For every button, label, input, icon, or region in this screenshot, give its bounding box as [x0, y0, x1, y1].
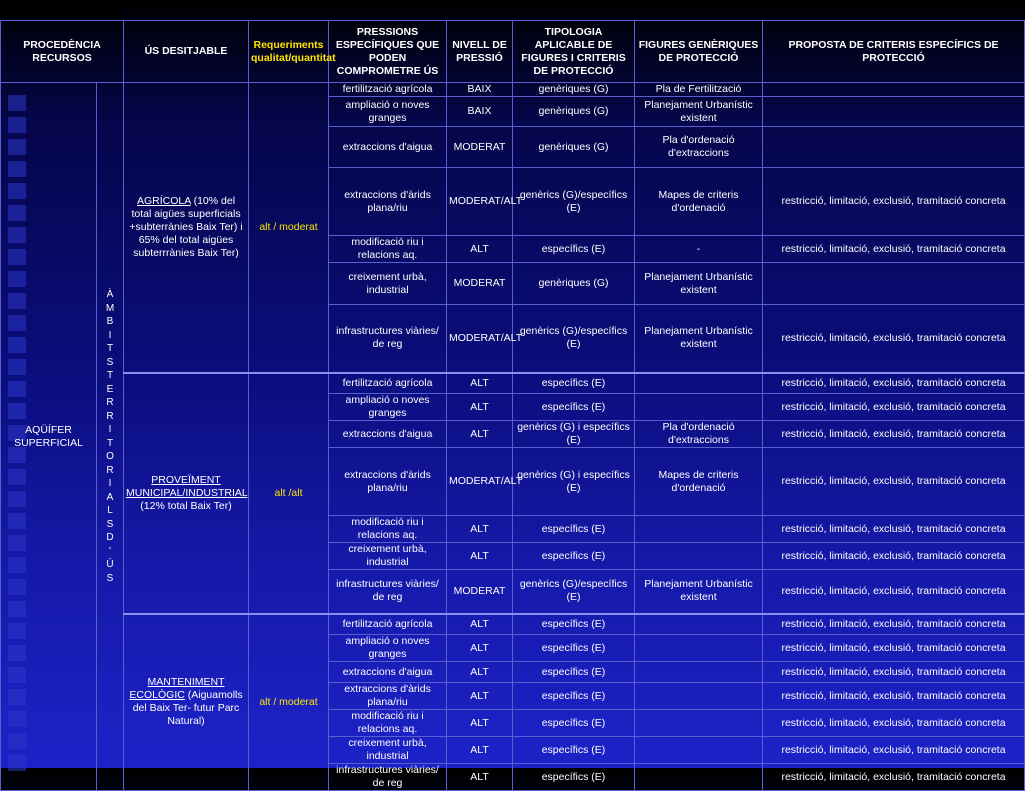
- proposal-cell: restricció, limitació, exclusió, tramitació concreta: [763, 662, 1025, 683]
- typology-cell: genèriques (G): [513, 97, 635, 127]
- proposal-cell: [763, 127, 1025, 168]
- proposal-cell: restricció, limitació, exclusió, tramitació concreta: [763, 448, 1025, 516]
- use-detail: (12% total Baix Ter): [140, 499, 232, 512]
- typology-cell: genèriques (G): [513, 263, 635, 305]
- figure-cell: Planejament Urbanístic existent: [635, 97, 763, 127]
- use-cell: [124, 373, 249, 614]
- level-cell: ALT: [447, 662, 513, 683]
- requirement-cell: alt / moderat: [249, 83, 329, 373]
- pressure-cell: fertilització agrícola: [329, 373, 447, 394]
- typology-cell: genèrics (G) i específics (E): [513, 421, 635, 448]
- level-cell: MODERAT/ALT: [447, 305, 513, 373]
- figure-cell: [635, 764, 763, 791]
- proposal-cell: restricció, limitació, exclusió, tramitació concreta: [763, 421, 1025, 448]
- proposal-cell: restricció, limitació, exclusió, tramitació concreta: [763, 614, 1025, 635]
- figure-cell: -: [635, 236, 763, 263]
- typology-cell: genèrics (G)/específics (E): [513, 305, 635, 373]
- top-black-band: [0, 0, 122, 20]
- level-cell: ALT: [447, 635, 513, 662]
- typology-cell: genèriques (G): [513, 127, 635, 168]
- use-detail: (10% del total aigües superficials +subterrànies Baix Ter) i 65% del total aigües subterrrànies Baix Ter): [129, 194, 243, 259]
- level-cell: MODERAT/ALT: [447, 448, 513, 516]
- pressure-cell: infrastructures viàries/ de reg: [329, 305, 447, 373]
- pressure-cell: modificació riu i relacions aq.: [329, 710, 447, 737]
- use-name: MANTENIMENT ECOLÒGIC: [129, 676, 225, 702]
- typology-cell: específics (E): [513, 543, 635, 570]
- requirement-cell: alt /alt: [249, 373, 329, 614]
- proposal-cell: restricció, limitació, exclusió, tramitació concreta: [763, 543, 1025, 570]
- use-name: AGRÍCOLA: [136, 194, 191, 207]
- pressure-cell: infrastructures viàries/ de reg: [329, 570, 447, 614]
- figure-cell: Pla d'ordenació d'extraccions: [635, 421, 763, 448]
- header-pressions: PRESSIONS ESPECÍFIQUES QUE PODEN COMPROMETRE ÚS: [329, 21, 447, 83]
- level-cell: BAIX: [447, 97, 513, 127]
- use-cell: [124, 83, 249, 373]
- figure-cell: [635, 710, 763, 737]
- typology-cell: genèrics (G)/específics (E): [513, 570, 635, 614]
- proposal-cell: [763, 97, 1025, 127]
- proposal-cell: restricció, limitació, exclusió, tramitació concreta: [763, 683, 1025, 710]
- proposal-cell: restricció, limitació, exclusió, tramitació concreta: [763, 635, 1025, 662]
- pressure-cell: extraccions d'àrids plana/riu: [329, 448, 447, 516]
- pressure-cell: modificació riu i relacions aq.: [329, 236, 447, 263]
- pressure-cell: extraccions d'aigua: [329, 421, 447, 448]
- proposal-cell: restricció, limitació, exclusió, tramitació concreta: [763, 710, 1025, 737]
- header-nivell: NIVELL DE PRESSIÓ: [447, 21, 513, 83]
- figure-cell: [635, 683, 763, 710]
- typology-cell: específics (E): [513, 710, 635, 737]
- header-figures: FIGURES GENÈRIQUES DE PROTECCIÓ: [635, 21, 763, 83]
- pressure-cell: ampliació o noves granges: [329, 394, 447, 421]
- figure-cell: [635, 394, 763, 421]
- header-row: [1, 21, 1025, 83]
- level-cell: ALT: [447, 543, 513, 570]
- procedencia-cell: AQÜÍFER SUPERFICIAL: [1, 83, 97, 791]
- figure-cell: Pla de Fertilització: [635, 83, 763, 97]
- figure-cell: Planejament Urbanístic existent: [635, 263, 763, 305]
- pressure-cell: creixement urbà, industrial: [329, 263, 447, 305]
- figure-cell: [635, 662, 763, 683]
- figure-cell: [635, 635, 763, 662]
- pressure-cell: fertilització agrícola: [329, 614, 447, 635]
- proposal-cell: restricció, limitació, exclusió, tramitació concreta: [763, 373, 1025, 394]
- requirement-cell: alt / moderat: [249, 614, 329, 791]
- ambit-cell: À M B I T S T E R R I T O R I A L S D ' Ú S: [97, 83, 124, 791]
- typology-cell: específics (E): [513, 683, 635, 710]
- pressure-cell: creixement urbà, industrial: [329, 737, 447, 764]
- proposal-cell: restricció, limitació, exclusió, tramitació concreta: [763, 516, 1025, 543]
- table-row: [1, 614, 1025, 635]
- level-cell: ALT: [447, 683, 513, 710]
- use-name: PROVEÏMENT MUNICIPAL/INDUSTRIAL: [126, 473, 248, 499]
- proposal-cell: restricció, limitació, exclusió, tramitació concreta: [763, 305, 1025, 373]
- level-cell: MODERAT: [447, 263, 513, 305]
- level-cell: ALT: [447, 236, 513, 263]
- use-detail: (Aiguamolls del Baix Ter- futur Parc Natural): [132, 689, 243, 728]
- header-procedencia: PROCEDÈNCIA RECURSOS: [1, 21, 124, 83]
- level-cell: MODERAT: [447, 127, 513, 168]
- proposal-cell: restricció, limitació, exclusió, tramitació concreta: [763, 764, 1025, 791]
- figure-cell: Planejament Urbanístic existent: [635, 305, 763, 373]
- typology-cell: genèrics (G)/específics (E): [513, 168, 635, 236]
- level-cell: ALT: [447, 614, 513, 635]
- pressure-cell: infrastructures viàries/ de reg: [329, 764, 447, 791]
- header-us: ÚS DESITJABLE: [124, 21, 249, 83]
- level-cell: ALT: [447, 394, 513, 421]
- typology-cell: específics (E): [513, 635, 635, 662]
- figure-cell: Planejament Urbanístic existent: [635, 570, 763, 614]
- level-cell: ALT: [447, 421, 513, 448]
- pressure-cell: fertilització agrícola: [329, 83, 447, 97]
- typology-cell: específics (E): [513, 394, 635, 421]
- figure-cell: Mapes de criteris d'ordenació: [635, 168, 763, 236]
- proposal-cell: restricció, limitació, exclusió, tramitació concreta: [763, 570, 1025, 614]
- level-cell: ALT: [447, 764, 513, 791]
- header-tipologia: TIPOLOGIA APLICABLE DE FIGURES I CRITERIS DE PROTECCIÓ: [513, 21, 635, 83]
- pressure-cell: ampliació o noves granges: [329, 97, 447, 127]
- level-cell: ALT: [447, 373, 513, 394]
- figure-cell: Pla d'ordenació d'extraccions: [635, 127, 763, 168]
- typology-cell: genèrics (G) i específics (E): [513, 448, 635, 516]
- level-cell: MODERAT/ALT: [447, 168, 513, 236]
- table-row: [1, 373, 1025, 394]
- typology-cell: genèriques (G): [513, 83, 635, 97]
- level-cell: ALT: [447, 710, 513, 737]
- protection-criteria-table: [0, 20, 1025, 791]
- figure-cell: [635, 516, 763, 543]
- proposal-cell: restricció, limitació, exclusió, tramitació concreta: [763, 168, 1025, 236]
- pressure-cell: extraccions d'aigua: [329, 127, 447, 168]
- level-cell: ALT: [447, 516, 513, 543]
- pressure-cell: modificació riu i relacions aq.: [329, 516, 447, 543]
- table-row: [1, 83, 1025, 97]
- figure-cell: [635, 614, 763, 635]
- figure-cell: [635, 543, 763, 570]
- pressure-cell: extraccions d'àrids plana/riu: [329, 683, 447, 710]
- pressure-cell: ampliació o noves granges: [329, 635, 447, 662]
- proposal-cell: [763, 263, 1025, 305]
- typology-cell: específics (E): [513, 373, 635, 394]
- typology-cell: específics (E): [513, 662, 635, 683]
- typology-cell: específics (E): [513, 764, 635, 791]
- header-proposta: PROPOSTA DE CRITERIS ESPECÍFICS DE PROTECCIÓ: [763, 21, 1025, 83]
- figure-cell: [635, 373, 763, 394]
- typology-cell: específics (E): [513, 614, 635, 635]
- typology-cell: específics (E): [513, 516, 635, 543]
- level-cell: BAIX: [447, 83, 513, 97]
- pressure-cell: extraccions d'aigua: [329, 662, 447, 683]
- typology-cell: específics (E): [513, 236, 635, 263]
- figure-cell: [635, 737, 763, 764]
- table-body: [1, 83, 1025, 791]
- use-cell: [124, 614, 249, 791]
- proposal-cell: restricció, limitació, exclusió, tramitació concreta: [763, 737, 1025, 764]
- pressure-cell: creixement urbà, industrial: [329, 543, 447, 570]
- pressure-cell: extraccions d'àrids plana/riu: [329, 168, 447, 236]
- proposal-cell: restricció, limitació, exclusió, tramitació concreta: [763, 394, 1025, 421]
- figure-cell: Mapes de criteris d'ordenació: [635, 448, 763, 516]
- level-cell: MODERAT: [447, 570, 513, 614]
- proposal-cell: restricció, limitació, exclusió, tramitació concreta: [763, 236, 1025, 263]
- proposal-cell: [763, 83, 1025, 97]
- header-requeriments: Requeriments qualitat/quantitat: [249, 21, 329, 83]
- typology-cell: específics (E): [513, 737, 635, 764]
- level-cell: ALT: [447, 737, 513, 764]
